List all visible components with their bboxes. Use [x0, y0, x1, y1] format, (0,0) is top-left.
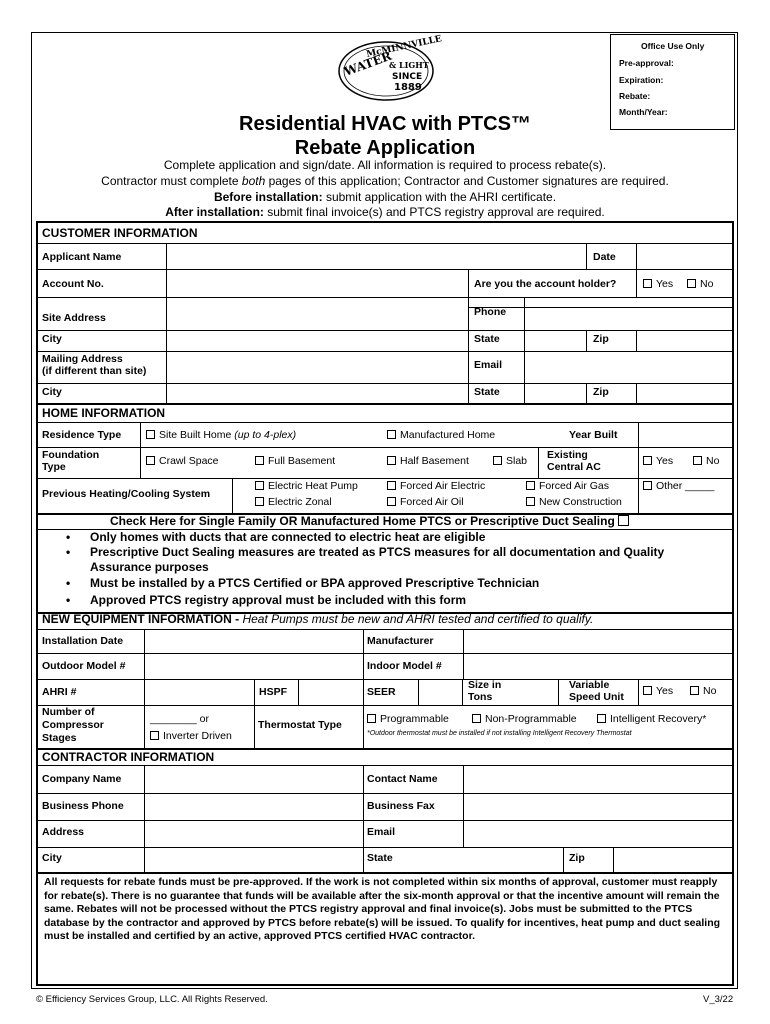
checkbox-icon[interactable]: [643, 279, 652, 288]
forced-air-gas-option[interactable]: Forced Air Gas: [526, 480, 609, 492]
intro-line-1: Complete application and sign/date. All information is required to process rebate(s).: [163, 158, 607, 172]
mailing-state-label: State: [474, 386, 500, 398]
checkbox-icon[interactable]: [643, 686, 652, 695]
foundation-sublabel: Type: [42, 461, 66, 473]
size-tons-field[interactable]: [517, 679, 555, 703]
contractor-city-field[interactable]: [144, 847, 358, 869]
manufacturer-label: Manufacturer: [367, 635, 434, 647]
checkbox-icon[interactable]: [387, 497, 396, 506]
compressor-stages-label-3: Stages: [42, 732, 77, 744]
intro-line-2: Contractor must complete both pages of this application; Contractor and Customer signatures are required.: [101, 174, 669, 188]
seer-field[interactable]: [418, 679, 460, 703]
contractor-section-heading: CONTRACTOR INFORMATION: [42, 750, 215, 764]
state-label: State: [474, 333, 500, 345]
existing-ac-sublabel: Central AC: [547, 461, 601, 473]
account-holder-question: Are you the account holder?: [474, 278, 617, 290]
elec-zonal-option[interactable]: Electric Zonal: [255, 496, 332, 508]
account-holder-yes[interactable]: Yes: [643, 278, 673, 290]
mailing-zip-label: Zip: [593, 386, 609, 398]
contractor-state-field[interactable]: [463, 847, 558, 869]
size-tons-sublabel: Tons: [468, 691, 493, 703]
year-built-field[interactable]: [636, 422, 732, 446]
home-section-heading: HOME INFORMATION: [42, 406, 166, 420]
business-phone-field[interactable]: [144, 793, 358, 817]
logo-text-4: SINCE: [392, 72, 423, 82]
full-basement-option[interactable]: Full Basement: [255, 455, 335, 467]
seer-label: SEER: [367, 686, 396, 698]
office-expiration: Expiration:: [619, 75, 664, 85]
checkbox-icon[interactable]: [687, 279, 696, 288]
checkbox-icon[interactable]: [643, 481, 652, 490]
checkbox-icon[interactable]: [387, 430, 396, 439]
size-tons-label: Size in: [468, 679, 502, 691]
applicant-name-field[interactable]: [166, 243, 584, 267]
checkbox-icon[interactable]: [493, 456, 502, 465]
phone-field[interactable]: [523, 296, 733, 306]
utility-logo: [337, 34, 443, 102]
contractor-zip-label: Zip: [569, 852, 585, 864]
phone-label: Phone: [474, 306, 507, 318]
variable-speed-no[interactable]: No: [690, 685, 716, 697]
hspf-field[interactable]: [298, 679, 358, 703]
hspf-label: HSPF: [259, 686, 288, 698]
business-fax-label: Business Fax: [367, 800, 435, 812]
intro-line-4: After installation: submit final invoice(s) and PTCS registry approval are required.: [165, 205, 605, 219]
contractor-state-label: State: [367, 852, 393, 864]
checkbox-icon[interactable]: [367, 714, 376, 723]
company-name-label: Company Name: [42, 773, 122, 785]
office-use-heading: Office Use Only: [641, 41, 705, 51]
checkbox-icon[interactable]: [387, 481, 396, 490]
forced-air-oil-option[interactable]: Forced Air Oil: [387, 496, 464, 508]
checkbox-icon[interactable]: [618, 515, 629, 526]
mailing-address-label: Mailing Address: [42, 353, 123, 365]
variable-speed-yes[interactable]: Yes: [643, 685, 673, 697]
installation-date-label: Installation Date: [42, 635, 124, 647]
other-option[interactable]: Other _____: [643, 480, 714, 492]
logo-text-3: & LIGHT: [389, 60, 429, 70]
checkbox-icon[interactable]: [146, 456, 155, 465]
thermostat-type-label: Thermostat Type: [258, 719, 342, 731]
checkbox-icon[interactable]: [526, 481, 535, 490]
residence-type-label: Residence Type: [42, 429, 122, 441]
ptcs-bullet-1: • Only homes with ducts that are connected to electric heat are eligible: [66, 530, 486, 544]
existing-ac-label: Existing: [547, 449, 588, 461]
site-built-option[interactable]: Site Built Home (up to 4-plex): [146, 429, 296, 441]
outdoor-model-field[interactable]: [144, 653, 358, 677]
account-no-label: Account No.: [42, 278, 104, 290]
date-label: Date: [593, 251, 616, 263]
checkbox-icon[interactable]: [150, 731, 159, 740]
ptcs-bullet-2: • Prescriptive Duct Sealing measures are treated as PTCS measures for all documentation and Quality: [66, 545, 665, 559]
manufactured-option[interactable]: Manufactured Home: [387, 429, 495, 441]
ptcs-check-line[interactable]: Check Here for Single Family OR Manufactured Home PTCS or Prescriptive Duct Sealing: [110, 514, 633, 528]
checkbox-icon[interactable]: [255, 497, 264, 506]
business-fax-field[interactable]: [463, 793, 731, 817]
date-field[interactable]: [636, 243, 732, 267]
indoor-model-field[interactable]: [463, 653, 731, 677]
compressor-stages-field[interactable]: ________ or: [150, 713, 209, 725]
contact-name-field[interactable]: [463, 765, 731, 789]
contact-name-label: Contact Name: [367, 773, 438, 785]
elec-heat-pump-option[interactable]: Electric Heat Pump: [255, 480, 358, 492]
mailing-address-sublabel: (if different than site): [42, 365, 147, 377]
compressor-stages-label: Number of: [42, 706, 95, 718]
checkbox-icon[interactable]: [146, 430, 155, 439]
manufacturer-field[interactable]: [463, 629, 731, 651]
contractor-address-field[interactable]: [144, 820, 358, 844]
checkbox-icon[interactable]: [472, 714, 481, 723]
contractor-email-label: Email: [367, 826, 396, 838]
footer-version: V_3/22: [703, 994, 734, 1005]
account-holder-no[interactable]: No: [687, 278, 713, 290]
city-field[interactable]: [166, 329, 466, 348]
half-basement-option[interactable]: Half Basement: [387, 455, 469, 467]
outdoor-model-label: Outdoor Model #: [42, 660, 126, 672]
programmable-option[interactable]: Programmable: [367, 713, 449, 725]
checkbox-icon[interactable]: [643, 456, 652, 465]
variable-speed-label: Variable: [569, 679, 610, 691]
checkbox-icon[interactable]: [690, 686, 699, 695]
indoor-model-label: Indoor Model #: [367, 660, 442, 672]
equipment-section-heading: NEW EQUIPMENT INFORMATION - Heat Pumps must be new and AHRI tested and certified to qualify.: [42, 612, 594, 626]
applicant-name-label: Applicant Name: [42, 251, 122, 263]
terms-note: All requests for rebate funds must be pre-approved. If the work is not completed within six months of approval, customer must reapply for rebate(s). There is no guarantee that funds will be available after the six-month approval or that the incentive amount will remain the same. Rebates will not be processed without the PTCS registry approval and final invoice(s). Jobs must be submitted to the PTCS database by the contractor and approved by PTCS before rebate(s) will be issued. To qualify for incentives, heat pump and duct sealing must be installed and certified by an active, approved PTCS certified HVAC contractor.: [44, 876, 721, 943]
existing-ac-no[interactable]: No: [693, 455, 719, 467]
existing-ac-yes[interactable]: Yes: [643, 455, 673, 467]
checkbox-icon[interactable]: [693, 456, 702, 465]
email-field[interactable]: [523, 350, 733, 380]
office-preapproval: Pre-approval:: [619, 58, 674, 68]
contractor-address-label: Address: [42, 826, 85, 838]
ptcs-bullet-3: • Must be installed by a PTCS Certified or BPA approved Prescriptive Technician: [66, 576, 540, 590]
compressor-stages-label-2: Compressor: [42, 719, 104, 731]
business-phone-label: Business Phone: [42, 800, 124, 812]
contractor-zip-field[interactable]: [613, 847, 731, 869]
variable-speed-sublabel: Speed Unit: [569, 691, 624, 703]
intro-line-3: Before installation: submit application with the AHRI certificate.: [213, 190, 557, 204]
logo-text-2: WATER: [342, 48, 394, 79]
foundation-label: Foundation: [42, 449, 100, 461]
previous-system-label: Previous Heating/Cooling System: [42, 488, 211, 500]
year-built-label: Year Built: [569, 429, 618, 441]
checkbox-icon[interactable]: [526, 497, 535, 506]
checkbox-icon[interactable]: [387, 456, 396, 465]
ahri-label: AHRI #: [42, 686, 77, 698]
checkbox-icon[interactable]: [255, 456, 264, 465]
zip-label: Zip: [593, 333, 609, 345]
account-no-field[interactable]: [166, 269, 466, 293]
ahri-field[interactable]: [144, 679, 252, 703]
office-month-year: Month/Year:: [619, 107, 668, 117]
customer-section-heading: CUSTOMER INFORMATION: [42, 226, 198, 240]
zip-field[interactable]: [636, 329, 732, 348]
city-label: City: [42, 333, 62, 345]
page-title: Residential HVAC with PTCS™: [239, 113, 531, 135]
office-rebate: Rebate:: [619, 91, 651, 101]
thermostat-note: *Outdoor thermostat must be installed if not installing Intelligent Recovery Thermostat: [367, 730, 632, 737]
forced-air-elec-option[interactable]: Forced Air Electric: [387, 480, 485, 492]
mailing-city-label: City: [42, 386, 62, 398]
ptcs-bullet-2-cont: Assurance purposes: [90, 560, 209, 574]
crawl-space-option[interactable]: Crawl Space: [146, 455, 219, 467]
logo-text-5: 1889: [394, 82, 422, 93]
installation-date-field[interactable]: [144, 629, 358, 651]
contractor-email-field[interactable]: [463, 820, 731, 844]
checkbox-icon[interactable]: [597, 714, 606, 723]
page-subtitle: Rebate Application: [294, 137, 476, 159]
non-programmable-option[interactable]: Non-Programmable: [472, 713, 577, 725]
inverter-driven-option[interactable]: Inverter Driven: [150, 730, 232, 742]
new-construction-option[interactable]: New Construction: [526, 496, 622, 508]
ptcs-bullet-4: • Approved PTCS registry approval must be included with this form: [66, 593, 467, 607]
company-name-field[interactable]: [144, 765, 358, 789]
email-label: Email: [474, 359, 503, 371]
site-address-field[interactable]: [166, 296, 466, 326]
contractor-city-label: City: [42, 852, 62, 864]
site-address-label: Site Address: [42, 312, 106, 324]
footer-copyright: © Efficiency Services Group, LLC. All Rights Reserved.: [36, 994, 268, 1005]
mailing-address-field[interactable]: [166, 350, 466, 380]
logo-text-1: McMINNVILLE: [365, 34, 443, 60]
slab-option[interactable]: Slab: [493, 455, 527, 467]
intelligent-recovery-option[interactable]: Intelligent Recovery*: [597, 713, 706, 725]
checkbox-icon[interactable]: [255, 481, 264, 490]
